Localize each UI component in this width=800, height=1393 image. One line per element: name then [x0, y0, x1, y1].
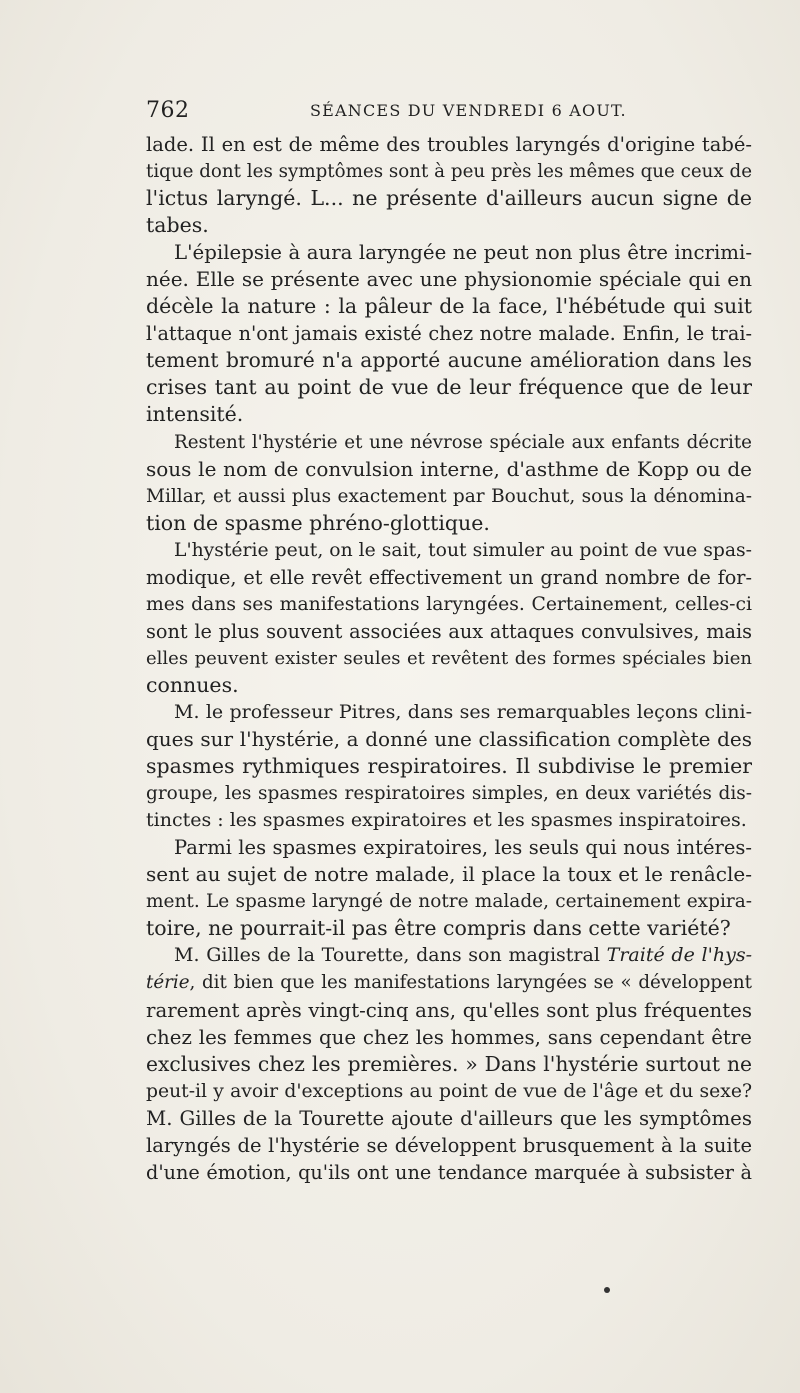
- text-line: rarement après vingt-cinq ans, qu'elles sont plus fréquentes: [146, 998, 752, 1022]
- text-line: tion de spasme phréno-glottique.: [146, 510, 490, 535]
- text-line: sont le plus souvent associées aux attaques convulsives, mais: [146, 619, 752, 643]
- text-line: peut-il y avoir d'exceptions au point de vue de l'âge et du sexe?: [146, 1080, 752, 1102]
- text-line: lade. Il en est de même des troubles laryngés d'origine tabé-: [146, 133, 752, 156]
- text-line: modique, et elle revêt effectivement un grand nombre de for-: [146, 565, 752, 589]
- text-line: spasmes rythmiques respiratoires. Il subdivise le premier: [146, 754, 752, 779]
- text-line: tique dont les symptômes sont à peu près les mêmes que ceux de: [146, 161, 752, 183]
- text-line: mes dans ses manifestations laryngées. Certainement, celles-ci: [146, 593, 752, 615]
- book-title: Traité de l'hys-: [606, 944, 752, 967]
- paragraph-first-line: Restent l'hystérie et une névrose spéciale aux enfants décrite: [174, 431, 752, 453]
- text-line: intensité.: [146, 402, 244, 427]
- body-text: [146, 131, 752, 1186]
- text-line: d'une émotion, qu'ils ont une tendance marquée à subsister à: [146, 1160, 752, 1184]
- text-line: laryngés de l'hystérie se développent brusquement à la suite: [146, 1133, 752, 1157]
- page-number: 762: [146, 98, 190, 123]
- paragraph-first-line: M. Gilles de la Tourette, dans son magistral Traité de l'hys-: [174, 944, 752, 967]
- text-line: ques sur l'hystérie, a donné une classification complète des: [146, 727, 752, 752]
- text-line: térie, dit bien que les manifestations laryngées se « développent: [146, 972, 752, 994]
- text-line: l'ictus laryngé. L... ne présente d'ailleurs aucun signe de: [146, 186, 752, 211]
- paragraph-first-line: Parmi les spasmes expiratoires, les seuls qui nous intéres-: [174, 836, 752, 860]
- text-line: exclusives chez les premières. » Dans l'hystérie surtout ne: [146, 1051, 752, 1076]
- running-title: SÉANCES DU VENDREDI 6 AOUT.: [310, 101, 627, 120]
- text-line: chez les femmes que chez les hommes, sans cependant être: [146, 1025, 752, 1049]
- text-line: ment. Le spasme laryngé de notre malade, certainement expira-: [146, 891, 752, 913]
- paragraph-first-line: L'hystérie peut, on le sait, tout simuler au point de vue spas-: [174, 539, 752, 561]
- text-line: née. Elle se présente avec une physionomie spéciale qui en: [146, 267, 752, 292]
- text-line: l'attaque n'ont jamais existé chez notre malade. Enfin, le trai-: [146, 322, 752, 346]
- page-header: [146, 98, 752, 128]
- text-line: tabes.: [146, 213, 209, 238]
- text-line: tement bromuré n'a apporté aucune amélioration dans les: [146, 348, 752, 373]
- text-line: sous le nom de convulsion interne, d'asthme de Kopp ou de: [146, 456, 752, 481]
- text-line: toire, ne pourrait-il pas être compris dans cette variété?: [146, 916, 731, 941]
- text-line: tinctes : les spasmes expiratoires et les spasmes inspiratoires.: [146, 809, 747, 832]
- text-line: elles peuvent exister seules et revêtent des formes spéciales bien: [146, 647, 752, 669]
- text-line: groupe, les spasmes respiratoires simples, en deux variétés dis-: [146, 783, 752, 805]
- text-line: sent au sujet de notre malade, il place la toux et le renâcle-: [146, 862, 752, 887]
- book-title: térie: [146, 972, 190, 994]
- ink-speck: [604, 1287, 610, 1293]
- text-line: décèle la nature : la pâleur de la face, l'hébétude qui suit: [146, 294, 752, 319]
- paragraph-first-line: L'épilepsie à aura laryngée ne peut non plus être incrimi-: [174, 241, 752, 265]
- text-line: connues.: [146, 672, 239, 697]
- text-line: Millar, et aussi plus exactement par Bouchut, sous la dénomina-: [146, 485, 752, 507]
- text-line: M. Gilles de la Tourette ajoute d'ailleurs que les symptômes: [146, 1106, 752, 1130]
- paragraph-first-line: M. le professeur Pitres, dans ses remarquables leçons clini-: [174, 700, 752, 723]
- text-line: crises tant au point de vue de leur fréquence que de leur: [146, 375, 752, 400]
